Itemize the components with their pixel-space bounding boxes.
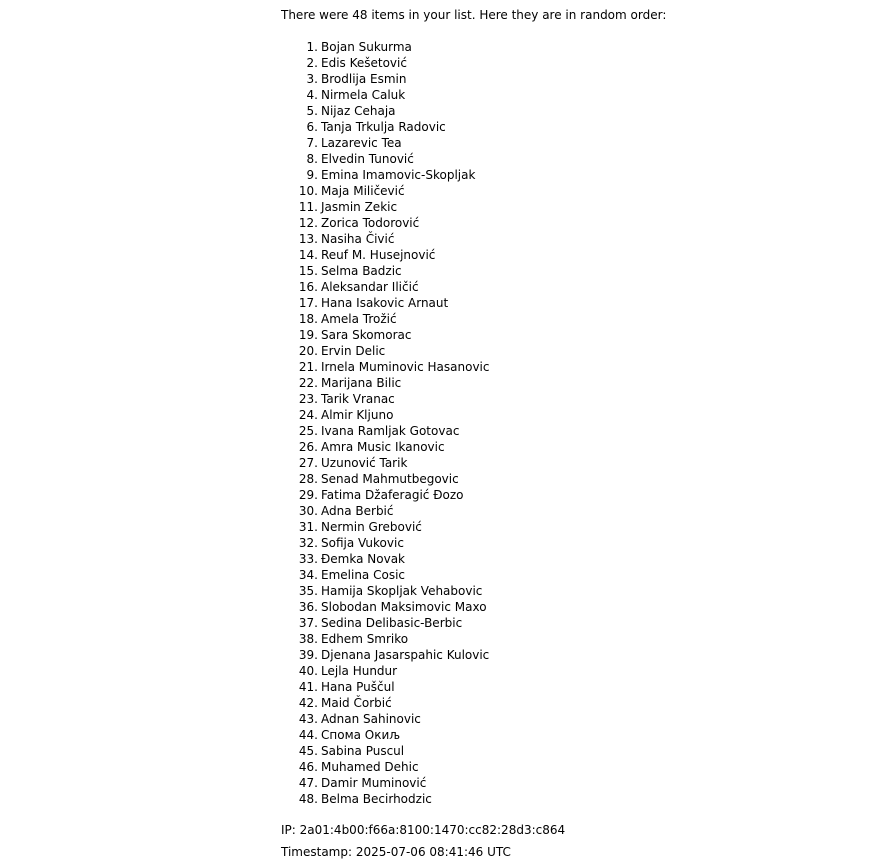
list-item xyxy=(281,327,490,343)
list-item-name: Edis Kešetović xyxy=(321,56,407,70)
list-item-name: Reuf M. Husejnović xyxy=(321,248,436,262)
list-item-number: 7. xyxy=(306,136,318,150)
list-item-name: Senad Mahmutbegovic xyxy=(321,472,459,486)
list-item-name: Emina Imamovic-Skopljak xyxy=(321,168,476,182)
list-item-number: 30. xyxy=(298,504,318,518)
list-item xyxy=(281,39,490,55)
list-item-name: Ervin Delic xyxy=(321,344,386,358)
list-item xyxy=(281,759,490,775)
list-item xyxy=(281,311,490,327)
list-item xyxy=(281,711,490,727)
list-item xyxy=(281,567,490,583)
list-item-name: Nasiha Čivić xyxy=(321,232,395,246)
list-item-name: Irnela Muminovic Hasanovic xyxy=(321,360,490,374)
list-item xyxy=(281,295,490,311)
list-item-number: 36. xyxy=(298,600,318,614)
list-item xyxy=(281,439,490,455)
list-item-name: Maja Miličević xyxy=(321,184,405,198)
list-item xyxy=(281,135,490,151)
list-item-name: Amra Music Ikanovic xyxy=(321,440,445,454)
list-item-number: 44. xyxy=(298,728,318,742)
list-item-name: Fatima Džaferagić Đozo xyxy=(321,488,464,502)
list-item xyxy=(281,695,490,711)
list-item-name: Elvedin Tunović xyxy=(321,152,414,166)
list-item xyxy=(281,55,490,71)
list-item-name: Maid Čorbić xyxy=(321,696,392,710)
list-item-number: 47. xyxy=(298,776,318,790)
list-item-name: Slobodan Maksimovic Maxo xyxy=(321,600,487,614)
list-item-number: 5. xyxy=(306,104,318,118)
list-item-name: Sabina Puscul xyxy=(321,744,405,758)
list-item xyxy=(281,407,490,423)
list-item-name: Tanja Trkulja Radovic xyxy=(321,120,446,134)
list-item-number: 8. xyxy=(306,152,318,166)
list-item-number: 40. xyxy=(298,664,318,678)
list-item-name: Tarik Vranac xyxy=(321,392,395,406)
list-item xyxy=(281,551,490,567)
list-item-number: 29. xyxy=(298,488,318,502)
list-item-number: 15. xyxy=(298,264,318,278)
list-item xyxy=(281,103,490,119)
list-item-number: 19. xyxy=(298,328,318,342)
list-item-name: Marijana Bilic xyxy=(321,376,402,390)
list-item xyxy=(281,471,490,487)
list-item-name: Selma Badzic xyxy=(321,264,402,278)
list-item-number: 22. xyxy=(298,376,318,390)
list-item-name: Damir Muminović xyxy=(321,776,427,790)
list-item-number: 26. xyxy=(298,440,318,454)
list-item xyxy=(281,263,490,279)
list-item-name: Bojan Sukurma xyxy=(321,40,412,54)
list-item xyxy=(281,615,490,631)
list-item xyxy=(281,631,490,647)
list-item-name: Hana Isakovic Arnaut xyxy=(321,296,449,310)
list-item xyxy=(281,71,490,87)
list-item-number: 39. xyxy=(298,648,318,662)
list-item-number: 25. xyxy=(298,424,318,438)
list-item-number: 43. xyxy=(298,712,318,726)
list-item-number: 42. xyxy=(298,696,318,710)
list-item-number: 11. xyxy=(298,200,318,214)
list-item xyxy=(281,167,490,183)
list-item-name: Sara Skomorac xyxy=(321,328,412,342)
list-item-number: 12. xyxy=(298,216,318,230)
list-item-number: 48. xyxy=(298,792,318,806)
list-item xyxy=(281,247,490,263)
list-item-name: Спома Окиљ xyxy=(321,728,401,742)
list-item xyxy=(281,119,490,135)
list-item-name: Hana Puščul xyxy=(321,680,395,694)
list-item xyxy=(281,215,490,231)
list-item-number: 33. xyxy=(298,552,318,566)
list-item-number: 23. xyxy=(298,392,318,406)
list-item-number: 6. xyxy=(306,120,318,134)
list-item xyxy=(281,727,490,743)
list-item-number: 9. xyxy=(306,168,318,182)
list-item-number: 34. xyxy=(298,568,318,582)
list-item-number: 1. xyxy=(306,40,318,54)
list-item-number: 10. xyxy=(298,184,318,198)
list-item xyxy=(281,647,490,663)
list-item-number: 32. xyxy=(298,536,318,550)
list-item xyxy=(281,279,490,295)
list-item-number: 21. xyxy=(298,360,318,374)
list-item-number: 41. xyxy=(298,680,318,694)
list-item xyxy=(281,183,490,199)
list-item xyxy=(281,375,490,391)
list-item-number: 27. xyxy=(298,456,318,470)
list-item-name: Sofija Vukovic xyxy=(321,536,404,550)
list-item-number: 46. xyxy=(298,760,318,774)
list-item-name: Edhem Smriko xyxy=(321,632,409,646)
list-item-number: 28. xyxy=(298,472,318,486)
list-item-name: Aleksandar Iličić xyxy=(321,280,419,294)
list-item-name: Brodlija Esmin xyxy=(321,72,407,86)
list-item-name: Hamija Skopljak Vehabovic xyxy=(321,584,483,598)
timestamp-text: Timestamp: 2025-07-06 08:41:46 UTC xyxy=(281,845,511,859)
list-item-number: 2. xyxy=(306,56,318,70)
list-item xyxy=(281,791,490,807)
list-item-number: 24. xyxy=(298,408,318,422)
list-item-number: 45. xyxy=(298,744,318,758)
list-item-number: 4. xyxy=(306,88,318,102)
list-item-name: Ivana Ramljak Gotovac xyxy=(321,424,460,438)
list-item xyxy=(281,775,490,791)
list-item-name: Đemka Novak xyxy=(321,552,405,566)
list-item-name: Nermin Grebović xyxy=(321,520,422,534)
list-item-name: Emelina Cosic xyxy=(321,568,405,582)
list-item-number: 31. xyxy=(298,520,318,534)
list-item xyxy=(281,679,490,695)
list-item-number: 14. xyxy=(298,248,318,262)
intro-text: There were 48 items in your list. Here they are in random order: xyxy=(281,8,667,22)
list-item-name: Jasmin Zekic xyxy=(321,200,398,214)
list-item-name: Zorica Todorović xyxy=(321,216,420,230)
list-item-number: 35. xyxy=(298,584,318,598)
randomized-list xyxy=(281,39,490,807)
list-item-number: 13. xyxy=(298,232,318,246)
list-item xyxy=(281,391,490,407)
list-item-name: Djenana Jasarspahic Kulovic xyxy=(321,648,490,662)
list-item-name: Nirmela Caluk xyxy=(321,88,406,102)
list-item-name: Amela Trožić xyxy=(321,312,397,326)
list-item-name: Nijaz Cehaja xyxy=(321,104,396,118)
list-item-name: Sedina Delibasic-Berbic xyxy=(321,616,463,630)
list-item-number: 3. xyxy=(306,72,318,86)
list-item xyxy=(281,87,490,103)
list-item xyxy=(281,343,490,359)
list-item-name: Adnan Sahinovic xyxy=(321,712,421,726)
list-item xyxy=(281,151,490,167)
list-item-name: Lazarevic Tea xyxy=(321,136,402,150)
list-item xyxy=(281,583,490,599)
list-item xyxy=(281,599,490,615)
list-item-name: Adna Berbić xyxy=(321,504,394,518)
list-item xyxy=(281,487,490,503)
list-item-number: 17. xyxy=(298,296,318,310)
list-item xyxy=(281,359,490,375)
list-item-number: 20. xyxy=(298,344,318,358)
list-item-name: Muhamed Dehic xyxy=(321,760,419,774)
list-item-number: 16. xyxy=(298,280,318,294)
list-item-name: Belma Becirhodzic xyxy=(321,792,432,806)
list-item-name: Uzunović Tarik xyxy=(321,456,408,470)
list-item xyxy=(281,455,490,471)
list-item-name: Almir Kljuno xyxy=(321,408,394,422)
list-item xyxy=(281,503,490,519)
list-item xyxy=(281,743,490,759)
list-item xyxy=(281,199,490,215)
list-item xyxy=(281,519,490,535)
list-item xyxy=(281,663,490,679)
list-item xyxy=(281,231,490,247)
list-item xyxy=(281,423,490,439)
list-item-name: Lejla Hundur xyxy=(321,664,398,678)
list-item xyxy=(281,535,490,551)
ip-address-text: IP: 2a01:4b00:f66a:8100:1470:cc82:28d3:c864 xyxy=(281,823,566,837)
list-item-number: 18. xyxy=(298,312,318,326)
list-item-number: 37. xyxy=(298,616,318,630)
list-item-number: 38. xyxy=(298,632,318,646)
